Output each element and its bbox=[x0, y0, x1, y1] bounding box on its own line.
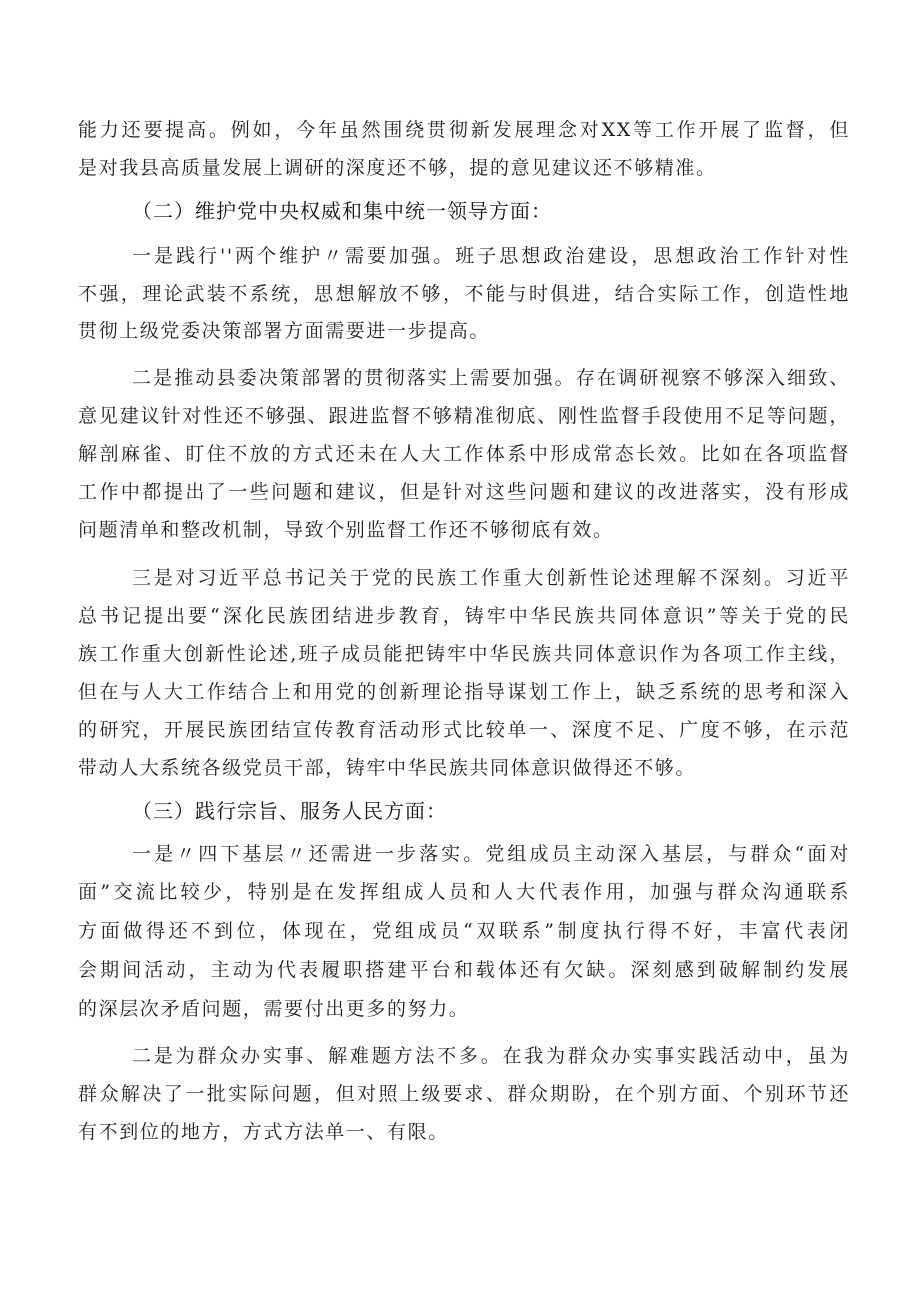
paragraph-line: 的研究，开展民族团结宣传教育活动形式比较单一、深度不足、广度不够，在示范 bbox=[78, 719, 850, 741]
paragraph-line: 不强，理论武装不系统，思想解放不够，不能与时俱进，结合实际工作，创造性地 bbox=[78, 283, 850, 305]
section-heading-3: （三）践行宗旨、服务人民方面： bbox=[132, 799, 447, 823]
paragraph-line: 方面做得还不到位，体现在，党组成员“双联系”制度执行得不好，丰富代表闭 bbox=[78, 920, 850, 942]
paragraph-line: 能力还要提高。例如，今年虽然围绕贯彻新发展理念对XX等工作开展了监督，但 bbox=[78, 119, 850, 141]
paragraph-line: 总书记提出要“深化民族团结进步教育，铸牢中华民族共同体意识”等关于党的民 bbox=[78, 605, 850, 627]
paragraph-line: 群众解决了一批实际问题，但对照上级要求、群众期盼，在个别方面、个别环节还 bbox=[78, 1083, 850, 1105]
paragraph-line: 二是推动县委决策部署的贯彻落实上需要加强。存在调研视察不够深入细致、 bbox=[132, 367, 850, 389]
paragraph-line: 问题清单和整改机制，导致个别监督工作还不够彻底有效。 bbox=[78, 519, 614, 541]
paragraph-line: 一是践行''两个维护〃需要加强。班子思想政治建设，思想政治工作针对性 bbox=[132, 245, 850, 267]
paragraph-line: 族工作重大创新性论述,班子成员能把铸牢中华民族共同体意识作为各项工作主线， bbox=[78, 643, 850, 665]
paragraph-line: 的深层次矛盾问题，需要付出更多的努力。 bbox=[78, 998, 470, 1020]
paragraph-line: 会期间活动，主动为代表履职搭建平台和载体还有欠缺。深刻感到破解制约发展 bbox=[78, 959, 850, 981]
paragraph-line: 意见建议针对性还不够强、跟进监督不够精准彻底、刚性监督手段使用不足等问题， bbox=[78, 405, 850, 427]
paragraph-line: 是对我县高质量发展上调研的深度还不够，提的意见建议还不够精准。 bbox=[78, 157, 717, 179]
paragraph-line: 工作中都提出了一些问题和建议，但是针对这些问题和建议的改进落实，没有形成 bbox=[78, 481, 850, 503]
paragraph-line: 二是为群众办实事、解难题方法不多。在我为群众办实事实践活动中，虽为 bbox=[132, 1045, 850, 1067]
paragraph-line: 解剖麻雀、盯住不放的方式还未在人大工作体系中形成常态长效。比如在各项监督 bbox=[78, 443, 850, 465]
paragraph-line: 一是〃四下基层〃还需进一步落实。党组成员主动深入基层，与群众“面对 bbox=[132, 843, 850, 865]
paragraph-line: 三是对习近平总书记关于党的民族工作重大创新性论述理解不深刻。习近平 bbox=[132, 567, 850, 589]
paragraph-line: 贯彻上级党委决策部署方面需要进一步提高。 bbox=[78, 320, 491, 342]
paragraph-line: 有不到位的地方，方式方法单一、有限。 bbox=[78, 1121, 449, 1143]
paragraph-line: 带动人大系统各级党员干部，铸牢中华民族共同体意识做得还不够。 bbox=[78, 757, 697, 779]
paragraph-line: 面”交流比较少，特别是在发挥组成人员和人大代表作用，加强与群众沟通联系 bbox=[78, 881, 850, 903]
paragraph-line: 但在与人大工作结合上和用党的创新理论指导谋划工作上，缺乏系统的思考和深入 bbox=[78, 681, 850, 703]
section-heading-2: （二）维护党中央权威和集中统一领导方面： bbox=[132, 199, 552, 223]
